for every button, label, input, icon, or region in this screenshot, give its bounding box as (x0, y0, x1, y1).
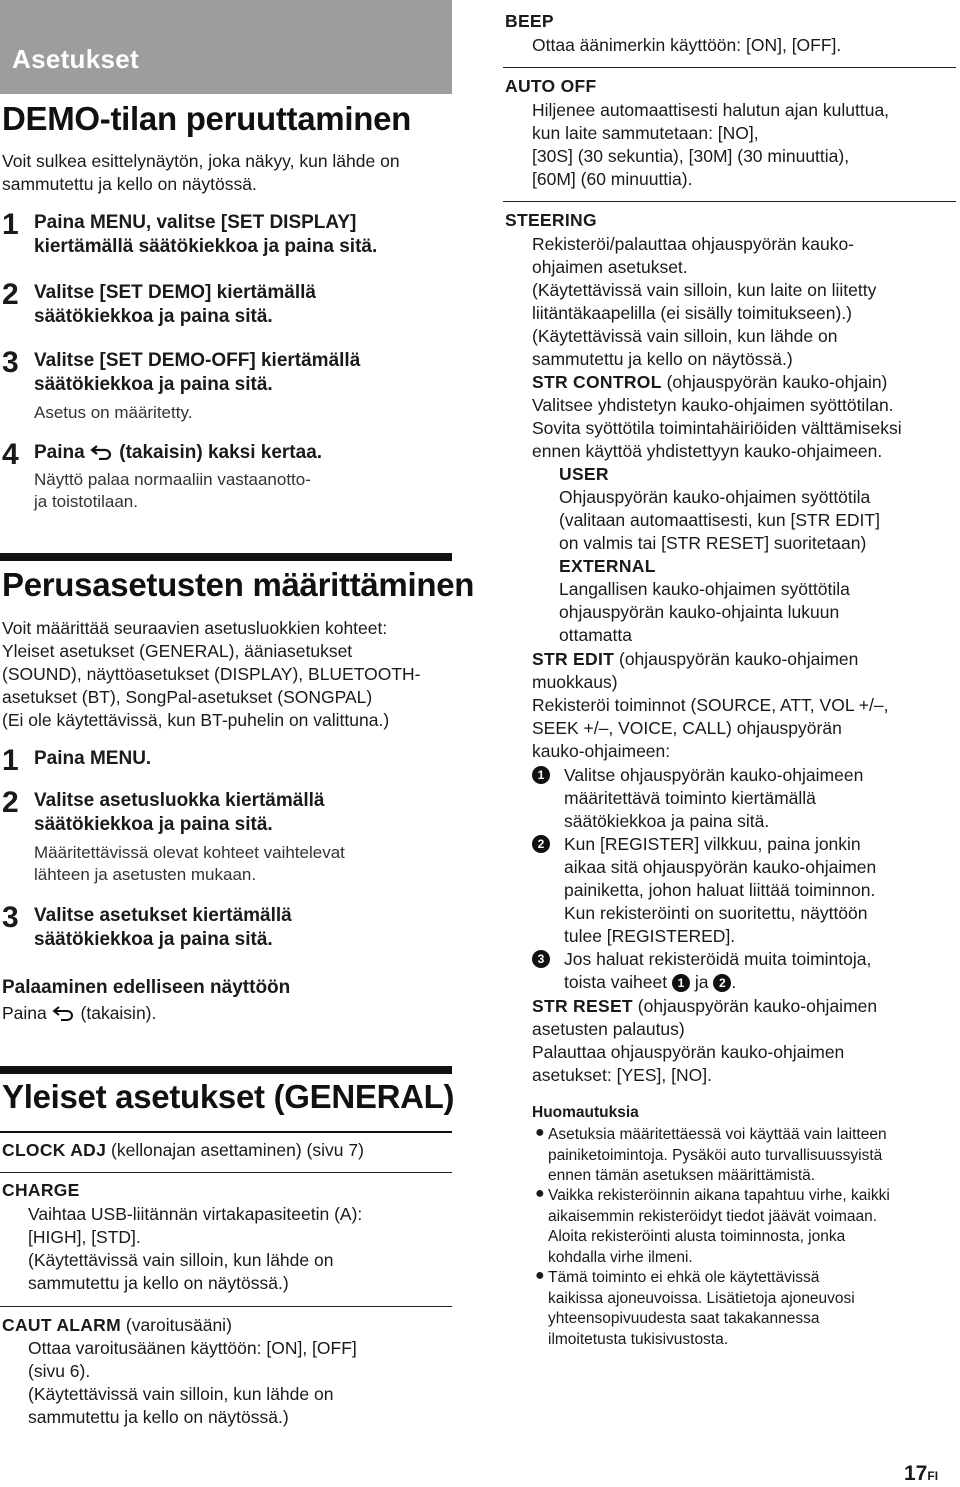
charge-desc (28, 1203, 362, 1295)
setting-desc: (ohjauspyörän kauko-ohjaimen (619, 649, 859, 669)
desc-line: (Käytettävissä vain silloin, kun lähde on (28, 1250, 334, 1270)
desc-line: Langallisen kauko-ohjaimen syöttötila (559, 579, 850, 599)
step-circle-ref: 1 (672, 974, 690, 992)
bullet-icon: ● (535, 1267, 545, 1284)
step-result (34, 469, 311, 513)
step-text (34, 904, 292, 952)
intro-line: asetukset (BT), SongPal-asetukset (SONGPAL) (2, 687, 373, 707)
setting-divider (0, 1306, 452, 1307)
desc-line: asetusten palautus) (532, 1019, 685, 1039)
setting-desc: (ohjauspyörän kauko-ohjaimen (637, 996, 878, 1016)
bullet-icon: ● (535, 1124, 545, 1141)
caut-alarm-desc (28, 1337, 357, 1429)
step-text (34, 281, 316, 329)
text-fragment: . (731, 972, 737, 992)
desc-line: Rekisteröi/palauttaa ohjauspyörän kauko- (532, 234, 854, 254)
page-num: 17 (904, 1462, 928, 1485)
return-text (2, 1002, 156, 1025)
note-line: Vaikka rekisteröinnin aikana tapahtuu virhe, kaikki (548, 1187, 890, 1204)
desc-line: SEEK +/–, VOICE, CALL) ohjauspyörän (532, 718, 842, 738)
steering-term: STEERING (505, 210, 597, 230)
desc-line: (Käytettävissä vain silloin, kun lähde on (28, 1384, 334, 1404)
desc-line: muokkaus) (532, 672, 618, 692)
demo-title: DEMO-tilan peruuttaminen (2, 100, 411, 137)
desc-line: Ottaa varoitusäänen käyttöön: [ON], [OFF] (28, 1338, 357, 1358)
desc-line: painiketta, johon haluat liittää toiminnon. (564, 880, 876, 900)
section-divider (0, 1066, 452, 1074)
step-text (34, 349, 360, 397)
intro-line: sammutettu ja kello on näytössä. (2, 174, 257, 194)
return-pre: Paina (2, 1003, 47, 1023)
step-circle: 2 (532, 835, 550, 853)
step-text: Paina MENU. (34, 748, 152, 769)
note-line: painiketoimintoja. Pysäköi auto turvallisuussyistä (548, 1146, 883, 1164)
page-lang: FI (927, 1469, 939, 1483)
desc-line: ohjauspyörän kauko-ohjainta lukuun (559, 602, 840, 622)
desc-line: asetukset: [YES], [NO]. (532, 1065, 712, 1085)
beep-term: BEEP (505, 11, 554, 31)
notes-heading: Huomautuksia (532, 1104, 639, 1121)
section-label: Asetukset (12, 44, 139, 74)
desc-line: on valmis tai [STR RESET] suoritetaan) (559, 533, 867, 553)
note-line: Aloita rekisteröinti alusta toiminnosta, jonka (548, 1228, 846, 1245)
desc-line: (sivu 6). (28, 1361, 91, 1381)
back-icon (90, 444, 114, 460)
desc-line: ohjaimen asetukset. (532, 257, 688, 277)
step-text (34, 789, 324, 837)
basic-title: Perusasetusten määrittäminen (2, 566, 475, 603)
title-underline (0, 1131, 452, 1133)
note-line: ennen tämän asetuksen määrittämistä. (548, 1167, 816, 1184)
general-title: Yleiset asetukset (GENERAL) (2, 1078, 455, 1115)
desc-line: sammutettu ja kello on näytössä.) (28, 1273, 289, 1293)
note-line: Asetuksia määritettäessä voi käyttää vain laitteen (548, 1126, 887, 1143)
step-circle-ref: 2 (713, 974, 731, 992)
edit-step-3 (564, 948, 871, 994)
desc-line: Sovita syöttötila toimintahäiriöiden välttämiseksi (532, 418, 902, 438)
option-term: USER (559, 464, 609, 484)
note-1 (548, 1125, 887, 1187)
edit-step-3-mark (532, 950, 550, 969)
text-fragment: ja (694, 972, 709, 992)
step-line: Paina MENU, valitse [SET DISPLAY] (34, 212, 357, 233)
note-line: ilmoitetusta tukisivustosta. (548, 1330, 729, 1348)
setting-desc: (kellonajan asettaminen) (sivu 7) (111, 1140, 364, 1160)
intro-line: Yleiset asetukset (GENERAL), ääniasetukset (2, 641, 353, 661)
desc-line: Jos haluat rekisteröidä muita toimintoja, (564, 949, 872, 969)
desc-line: aikaa sitä ohjauspyörän kauko-ohjaimen (564, 857, 877, 877)
str-edit-block (532, 648, 888, 763)
desc-line (564, 971, 871, 994)
step-line: säätökiekkoa ja paina sitä. (34, 814, 273, 835)
edit-step-1-mark (532, 766, 550, 785)
steering-desc (532, 233, 902, 463)
text-fragment: toista vaiheet (564, 972, 668, 992)
desc-line: kun laite sammutetaan: [NO], (532, 123, 759, 143)
step-number: 1 (2, 208, 19, 241)
setting-term: CLOCK ADJ (2, 1140, 107, 1160)
note-line: aikaisemmin rekisteröidyt tiedot jäävät voimaan. (548, 1207, 878, 1225)
desc-line: säätökiekkoa ja paina sitä. (564, 811, 770, 831)
back-icon (52, 1005, 76, 1021)
setting-term: STR CONTROL (532, 372, 662, 392)
desc-line: kauko-ohjaimeen: (532, 741, 671, 761)
desc-line: [30S] (30 sekuntia), [30M] (30 minuuttia), (532, 146, 850, 166)
desc-line: liitäntäkaapelilla (ei sisälly toimitukseen).) (532, 303, 852, 323)
step-line: (takaisin) kaksi kertaa. (119, 442, 323, 463)
desc-line: (Käytettävissä vain silloin, kun laite on liitetty (532, 280, 877, 300)
note-2 (548, 1186, 890, 1268)
desc-line: sammutettu ja kello on näytössä.) (532, 349, 793, 369)
step-number: 3 (2, 901, 19, 934)
clock-adj-row (2, 1139, 364, 1162)
step-line: Valitse [SET DEMO-OFF] kiertämällä (34, 350, 361, 371)
demo-intro (2, 150, 400, 196)
str-reset-block (532, 995, 877, 1087)
return-heading: Palaaminen edelliseen näyttöön (2, 977, 291, 998)
step-text (34, 441, 322, 465)
note-line: kaikissa ajoneuvoissa. Lisätietoja ajoneuvosi (548, 1289, 855, 1307)
auto-off-term: AUTO OFF (505, 76, 597, 96)
intro-line: (SOUND), näyttöasetukset (DISPLAY), BLUETOOTH- (2, 664, 421, 684)
desc-line: Vaihtaa USB-liitännän virtakapasiteetin (A): (28, 1204, 363, 1224)
desc-line: sammutettu ja kello on näytössä.) (28, 1407, 289, 1427)
str-control-row (532, 371, 902, 394)
setting-term: STR RESET (532, 996, 633, 1016)
edit-step-2 (564, 833, 876, 948)
return-post: (takaisin). (80, 1003, 157, 1023)
desc-line: (Käytettävissä vain silloin, kun lähde on (532, 326, 838, 346)
charge-term: CHARGE (2, 1180, 80, 1200)
result-line: ja toistotilaan. (34, 492, 138, 511)
step-number: 3 (2, 346, 19, 379)
option-term: EXTERNAL (559, 556, 656, 576)
desc-line: ottamatta (559, 625, 632, 645)
result-line: Määritettävissä olevat kohteet vaihtelevat (34, 843, 345, 862)
desc-line: Valitsee yhdistetyn kauko-ohjaimen syöttötilan. (532, 395, 894, 415)
desc-line: [60M] (60 minuuttia). (532, 169, 693, 189)
step-line: säätökiekkoa ja paina sitä. (34, 306, 273, 327)
desc-line: Kun rekisteröinti on suoritettu, näyttöön (564, 903, 868, 923)
step-line: Valitse asetukset kiertämällä (34, 905, 292, 926)
desc-line: Ohjauspyörän kauko-ohjaimen syöttötila (559, 487, 871, 507)
step-line: Valitse asetusluokka kiertämällä (34, 790, 325, 811)
setting-desc: (varoitusääni) (125, 1315, 232, 1335)
edit-step-1 (564, 764, 863, 833)
result-line: Näyttö palaa normaaliin vastaanotto- (34, 470, 311, 489)
desc-line: (valitaan automaattisesti, kun [STR EDIT] (559, 510, 880, 530)
step-line: Paina (34, 442, 85, 463)
note-3 (548, 1268, 855, 1350)
intro-line: Voit määrittää seuraavien asetusluokkien kohteet: (2, 618, 388, 638)
step-number: 1 (2, 744, 19, 777)
step-line: Valitse [SET DEMO] kiertämällä (34, 282, 316, 303)
user-option (559, 463, 880, 647)
basic-intro (2, 617, 421, 732)
step-text (34, 211, 377, 259)
setting-divider (503, 67, 956, 68)
caut-alarm-row (2, 1314, 232, 1337)
note-line: Tämä toiminto ei ehkä ole käytettävissä (548, 1269, 820, 1286)
edit-step-2-mark (532, 835, 550, 854)
step-result (34, 842, 345, 886)
section-divider (0, 553, 452, 561)
intro-line: Voit sulkea esittelynäytön, joka näkyy, kun lähde on (2, 151, 400, 171)
note-line: yhteensopivuudesta saat takakannessa (548, 1310, 820, 1327)
str-reset-row (532, 995, 877, 1018)
step-number: 2 (2, 278, 19, 311)
step-number: 4 (2, 438, 19, 471)
desc-line: [HIGH], [STD]. (28, 1227, 141, 1247)
step-circle: 3 (532, 950, 550, 968)
setting-term: CAUT ALARM (2, 1315, 121, 1335)
str-edit-row (532, 648, 888, 671)
desc-line: Kun [REGISTER] vilkkuu, paina jonkin (564, 834, 861, 854)
desc-line: Hiljenee automaattisesti halutun ajan kuluttua, (532, 100, 890, 120)
step-circle: 1 (532, 766, 550, 784)
step-line: kiertämällä säätökiekkoa ja paina sitä. (34, 236, 378, 257)
desc-line: määritettävä toiminto kiertämällä (564, 788, 816, 808)
step-line: säätökiekkoa ja paina sitä. (34, 929, 273, 950)
section-header-band (0, 0, 452, 94)
result-line: lähteen ja asetusten mukaan. (34, 865, 257, 884)
bullet-icon: ● (535, 1185, 545, 1202)
desc-line: ennen käyttöä yhdistettyyn kauko-ohjaimeen. (532, 441, 883, 461)
auto-off-desc (532, 99, 889, 191)
intro-line: (Ei ole käytettävissä, kun BT-puhelin on valittuna.) (2, 710, 390, 730)
desc-line: tulee [REGISTERED]. (564, 926, 736, 946)
setting-term: STR EDIT (532, 649, 615, 669)
step-number: 2 (2, 786, 19, 819)
setting-divider (0, 1172, 452, 1173)
desc-line: Rekisteröi toiminnot (SOURCE, ATT, VOL +/–, (532, 695, 889, 715)
desc-line: Palauttaa ohjauspyörän kauko-ohjaimen (532, 1042, 845, 1062)
desc-line: Valitse ohjauspyörän kauko-ohjaimeen (564, 765, 864, 785)
page-number (904, 1462, 938, 1486)
beep-desc: Ottaa äänimerkin käyttöön: [ON], [OFF]. (532, 35, 842, 55)
setting-desc: (ohjauspyörän kauko-ohjain) (666, 372, 888, 392)
step-line: säätökiekkoa ja paina sitä. (34, 374, 273, 395)
setting-divider (503, 201, 956, 202)
step-result: Asetus on määritetty. (34, 403, 193, 422)
note-line: kohdalla virhe ilmeni. (548, 1248, 693, 1266)
